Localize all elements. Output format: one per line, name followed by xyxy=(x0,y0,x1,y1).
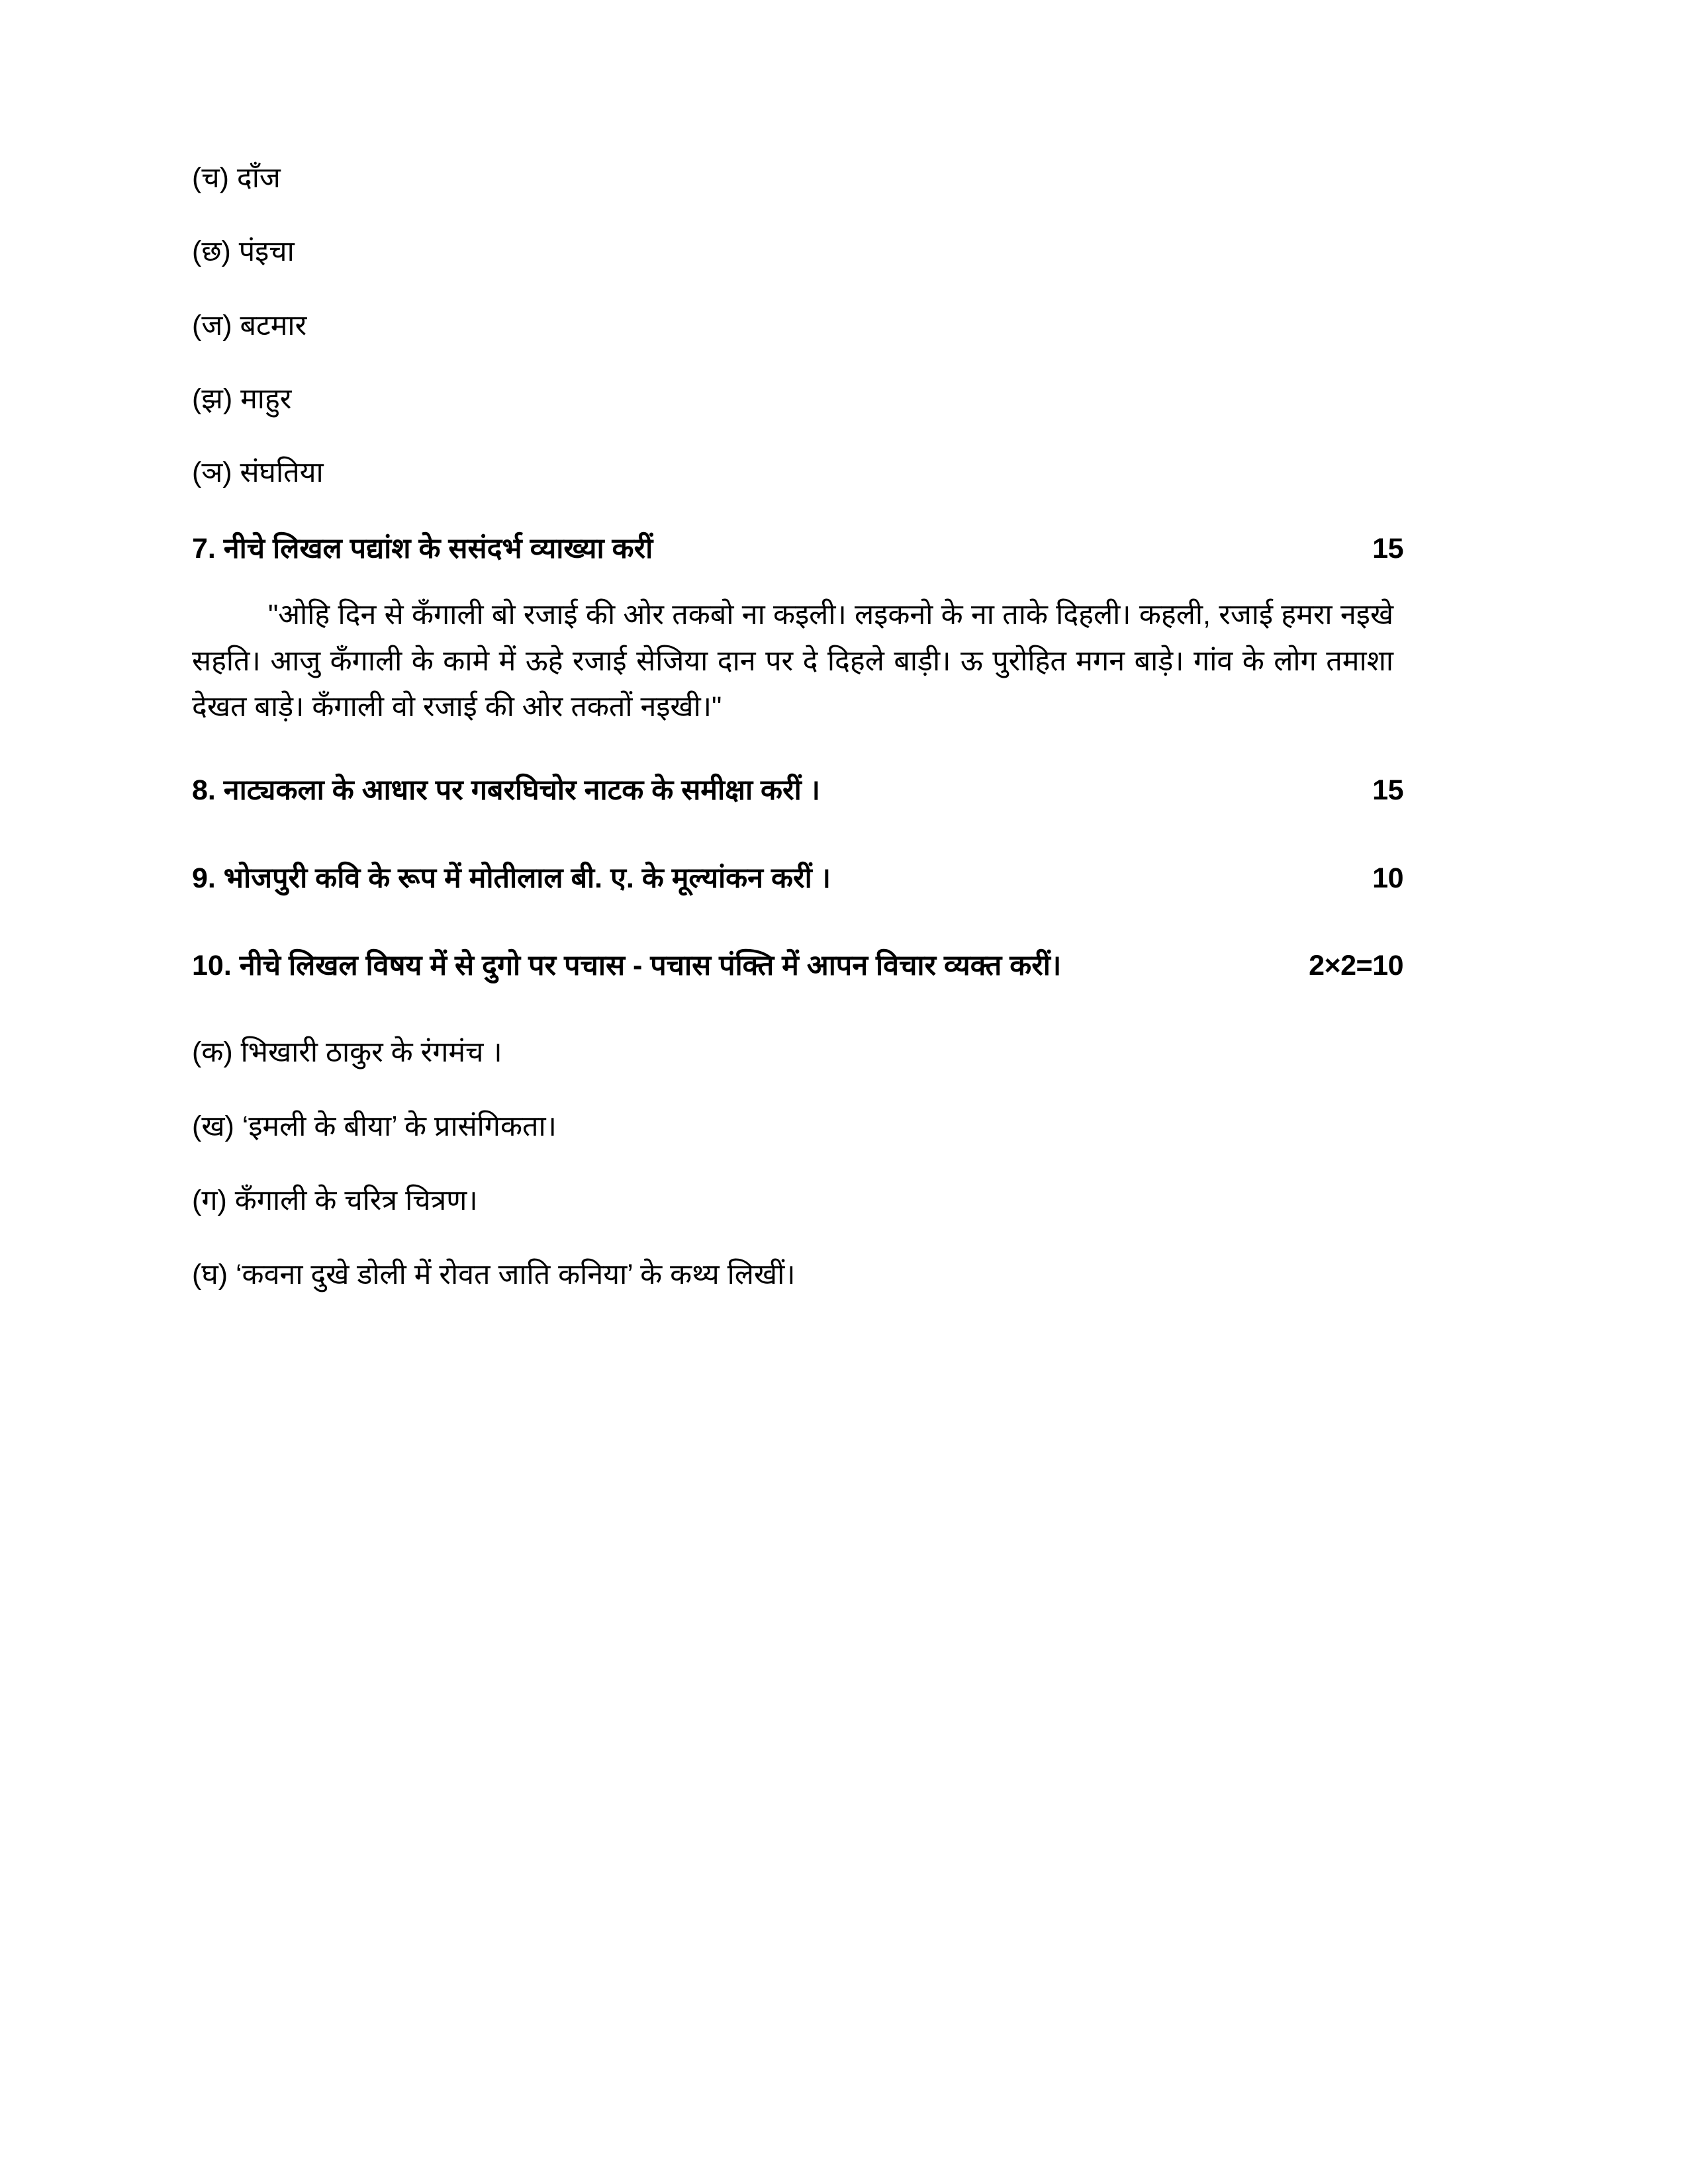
spacer-after-q9 xyxy=(192,922,1403,944)
essay-topic-gha: (घ) ‘कवना दुखे डोली में रोवत जाति कनिया’ के कथ्य लिखीं। xyxy=(192,1259,796,1291)
spacer-after-passage xyxy=(192,757,1403,769)
question-7-passage xyxy=(192,592,1393,731)
question-8-row xyxy=(192,769,1403,812)
passage-line-1: "ओहि दिन से कँगाली बो रजाई की ओर तकबो ना कइली। लइकनो के ना ताके दिहली। कहली, xyxy=(268,599,1211,631)
vocab-item-nya: (ञ) संघतिया xyxy=(192,457,324,489)
passage-line-3: पुरोहित मगन बाड़े। गांव के लोग तमाशा देखत बाड़े। कँगाली वो रजाई की ओर तकतों नइखी।" xyxy=(192,645,1393,723)
question-9-marks: 10 xyxy=(1372,862,1403,894)
question-8-text: 8. नाट्यकला के आधार पर गबरघिचोर नाटक के समीक्षा करीं । xyxy=(192,774,821,807)
spacer-after-q10 xyxy=(192,1010,1403,1032)
question-7-row xyxy=(192,527,1403,570)
essay-topic-ga: (ग) कँगाली के चरित्र चित्रण। xyxy=(192,1184,478,1216)
page-content xyxy=(192,159,1403,1295)
question-7-marks: 15 xyxy=(1372,532,1403,565)
question-10-marks: 2×2=10 xyxy=(1309,950,1403,982)
vocab-item-chha: (छ) पंइचा xyxy=(192,236,295,268)
question-10-text: 10. नीचे लिखल विषय में से दुगो पर पचास - पचास पंक्ति में आपन विचार व्यक्त करीं। xyxy=(192,950,1062,982)
question-9-text: 9. भोजपुरी कवि के रूप में मोतीलाल बी. ए. के मूल्यांकन करीं । xyxy=(192,862,831,894)
essay-topic-ka: (क) भिखारी ठाकुर के रंगमंच । xyxy=(192,1036,502,1068)
vocab-item-jha: (झ) माहुर xyxy=(192,383,292,415)
question-10-row xyxy=(192,944,1403,987)
question-9-row xyxy=(192,857,1403,900)
passage-line-2: रजाई हमरा नइखे सहति। आजु कँगाली के कामे में ऊहे रजाई सेजिया दान पर दे दिहले बाड़ी। ऊ xyxy=(192,599,1393,677)
essay-topic-kha: (ख) ‘इमली के बीया’ के प्रासंगिकता। xyxy=(192,1110,557,1142)
question-8-marks: 15 xyxy=(1372,774,1403,807)
question-7-text: 7. नीचे लिखल पद्यांश के ससंदर्भ व्याख्या करीं xyxy=(192,532,653,565)
spacer-after-q8 xyxy=(192,835,1403,857)
vocab-item-cha: (च) दाँज xyxy=(192,162,281,194)
vocab-item-ja: (ज) बटमार xyxy=(192,309,307,341)
